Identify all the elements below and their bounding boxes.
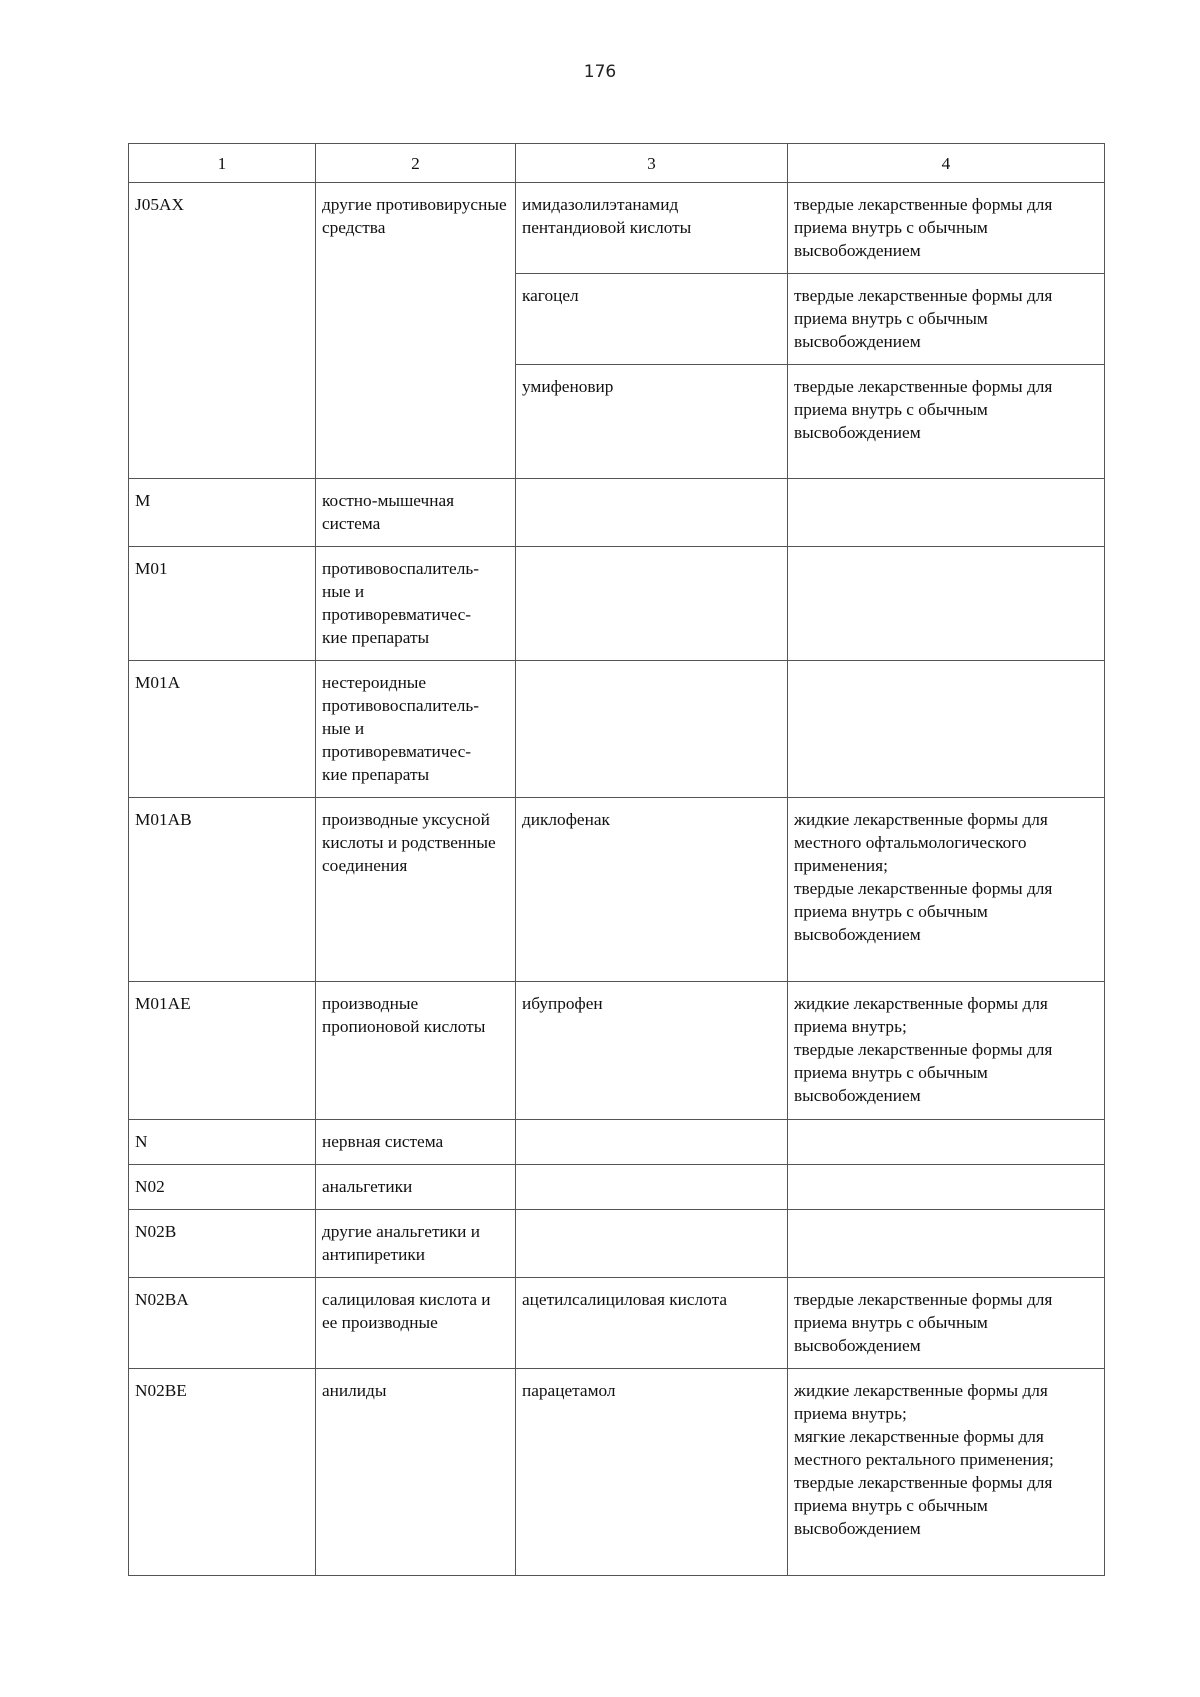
group-line: ные и — [322, 719, 365, 738]
drug-name — [516, 547, 788, 661]
column-header-4: 4 — [788, 144, 1105, 183]
atc-code: M01 — [129, 547, 316, 661]
atc-code: J05AX — [129, 183, 316, 479]
table-row — [129, 1278, 1105, 1369]
dosage-form: твердые лекарственные формы для приема внутрь с обычным высвобождением — [794, 1040, 1053, 1105]
atc-group-name: салициловая кислота и ее производные — [316, 1278, 516, 1369]
dosage-forms — [788, 274, 1105, 365]
atc-group-name: костно-мышечная система — [316, 479, 516, 547]
dosage-forms — [788, 982, 1105, 1120]
drug-name: ацетилсалициловая кислота — [516, 1278, 788, 1369]
table-row — [129, 479, 1105, 547]
atc-code: N02 — [129, 1165, 316, 1210]
drug-name — [516, 1210, 788, 1278]
table-row — [129, 183, 1105, 274]
dosage-form: жидкие лекарственные формы для приема внутрь; — [794, 994, 1048, 1036]
dosage-forms — [788, 1120, 1105, 1165]
drug-name: имидазолилэтанамид пентандиовой кислоты — [516, 183, 788, 274]
group-line: противоревматичес- — [322, 742, 472, 761]
atc-code: M01AE — [129, 982, 316, 1120]
dosage-forms — [788, 798, 1105, 982]
atc-group-name: анилиды — [316, 1369, 516, 1576]
column-header-1: 1 — [129, 144, 316, 183]
atc-group-name — [316, 547, 516, 661]
table-row — [129, 1210, 1105, 1278]
atc-code: N02B — [129, 1210, 316, 1278]
dosage-forms — [788, 1165, 1105, 1210]
group-line: противовоспалитель- — [322, 696, 479, 715]
dosage-forms — [788, 183, 1105, 274]
dosage-forms — [788, 1369, 1105, 1576]
dosage-form: твердые лекарственные формы для приема внутрь с обычным высвобождением — [794, 286, 1053, 351]
dosage-form: твердые лекарственные формы для приема внутрь с обычным высвобождением — [794, 195, 1053, 260]
drug-name: диклофенак — [516, 798, 788, 982]
dosage-form: жидкие лекарственные формы для приема внутрь; — [794, 1381, 1048, 1423]
atc-code: N — [129, 1120, 316, 1165]
drug-name: ибупрофен — [516, 982, 788, 1120]
table-header-row — [129, 144, 1105, 183]
table-row — [129, 547, 1105, 661]
drug-name: парацетамол — [516, 1369, 788, 1576]
group-line: ные и — [322, 582, 365, 601]
column-header-2: 2 — [316, 144, 516, 183]
dosage-form: мягкие лекарственные формы для местного ректального применения; — [794, 1427, 1054, 1469]
group-line: противовоспалитель- — [322, 559, 479, 578]
table-row — [129, 982, 1105, 1120]
drug-name — [516, 1120, 788, 1165]
drug-list-table — [128, 143, 1105, 1576]
dosage-form: твердые лекарственные формы для приема внутрь с обычным высвобождением — [794, 1473, 1053, 1538]
column-header-3: 3 — [516, 144, 788, 183]
drug-name: кагоцел — [516, 274, 788, 365]
drug-name — [516, 661, 788, 798]
atc-group-name: производные уксусной кислоты и родственные соединения — [316, 798, 516, 982]
group-line: кие препараты — [322, 628, 430, 647]
table-row — [129, 661, 1105, 798]
drug-name: умифеновир — [516, 365, 788, 479]
dosage-form: жидкие лекарственные формы для местного офтальмологического применения; — [794, 810, 1048, 875]
atc-group-name: другие противовирусные средства — [316, 183, 516, 479]
atc-code: M — [129, 479, 316, 547]
dosage-form: твердые лекарственные формы для приема внутрь с обычным высвобождением — [794, 377, 1053, 442]
dosage-forms — [788, 1278, 1105, 1369]
dosage-forms — [788, 547, 1105, 661]
group-line: нестероидные — [322, 673, 427, 692]
group-line: противоревматичес- — [322, 605, 472, 624]
atc-group-name: нервная система — [316, 1120, 516, 1165]
page-number: 176 — [583, 62, 617, 82]
atc-group-name: анальгетики — [316, 1165, 516, 1210]
table-row — [129, 798, 1105, 982]
atc-code: M01A — [129, 661, 316, 798]
table-row — [129, 1120, 1105, 1165]
atc-group-name: производные пропионовой кислоты — [316, 982, 516, 1120]
table-row — [129, 1369, 1105, 1576]
dosage-form: твердые лекарственные формы для приема внутрь с обычным высвобождением — [794, 879, 1053, 944]
table-row — [129, 1165, 1105, 1210]
atc-code: N02BE — [129, 1369, 316, 1576]
atc-code: M01AB — [129, 798, 316, 982]
drug-name — [516, 1165, 788, 1210]
dosage-forms — [788, 479, 1105, 547]
dosage-forms — [788, 1210, 1105, 1278]
atc-code: N02BA — [129, 1278, 316, 1369]
drug-name — [516, 479, 788, 547]
atc-group-name — [316, 661, 516, 798]
atc-group-name: другие анальгетики и антипиретики — [316, 1210, 516, 1278]
group-line: кие препараты — [322, 765, 430, 784]
dosage-forms — [788, 661, 1105, 798]
dosage-form: твердые лекарственные формы для приема внутрь с обычным высвобождением — [794, 1290, 1053, 1355]
dosage-forms — [788, 365, 1105, 479]
